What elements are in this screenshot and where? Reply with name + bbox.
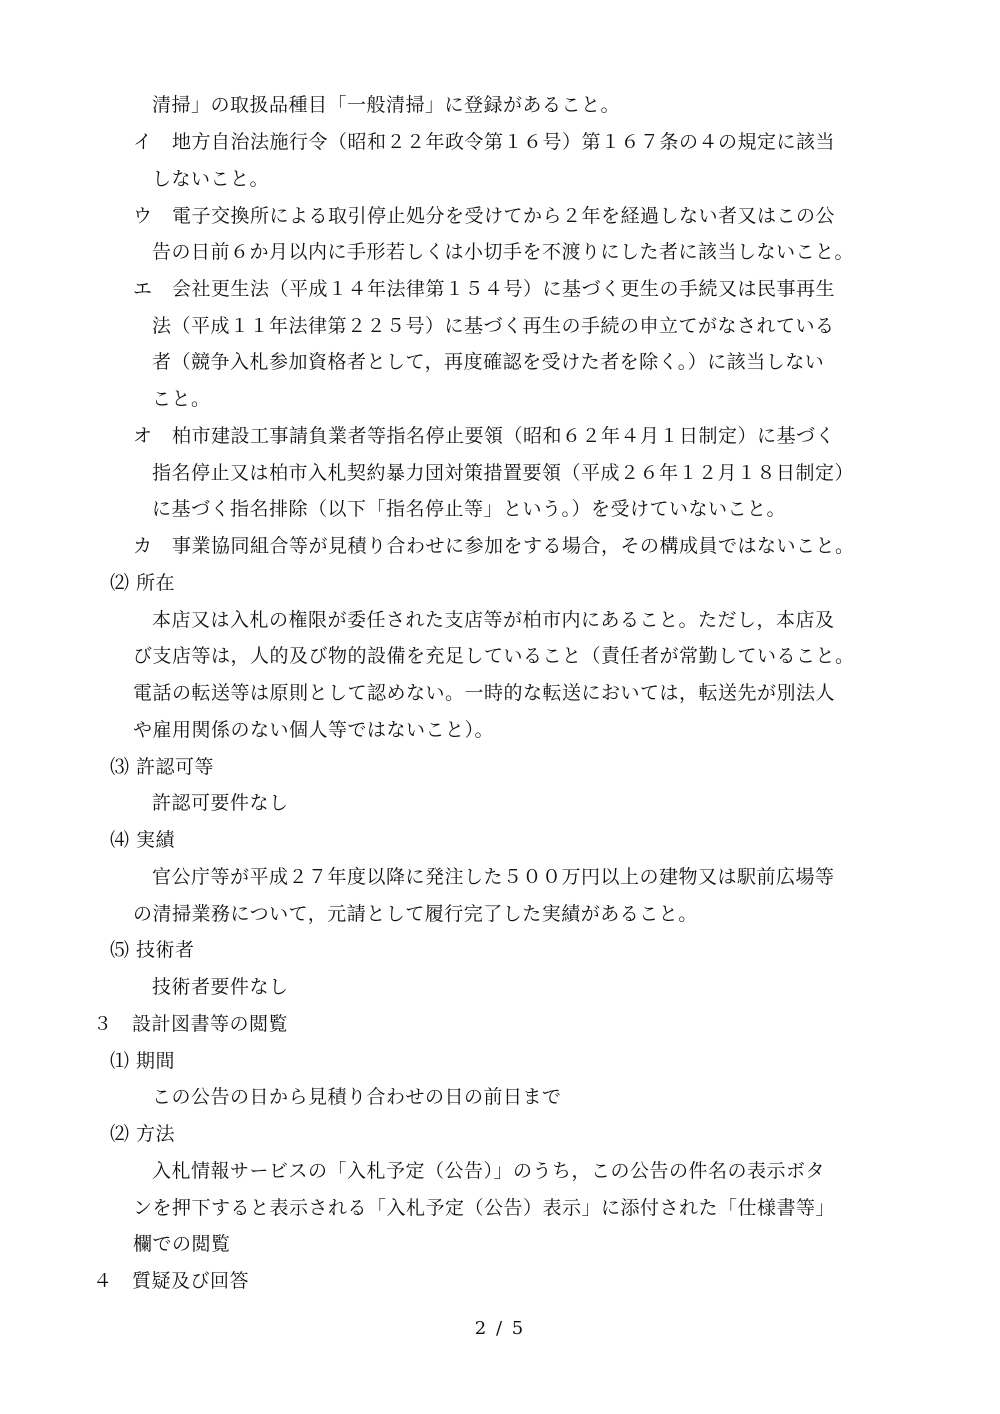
text-line: カ 事業協同組合等が見積り合わせに参加をする場合，その構成員ではないこと。: [133, 535, 855, 557]
text-line: オ 柏市建設工事請負業者等指名停止要領（昭和６２年４月１日制定）に基づく: [133, 425, 836, 447]
text-line: び支店等は，人的及び物的設備を充足していること（責任者が常勤していること。: [133, 645, 855, 667]
section-heading: ⑴ 期間: [110, 1050, 176, 1072]
section-heading: ⑵ 方法: [110, 1123, 176, 1145]
text-line: イ 地方自治法施行令（昭和２２年政令第１６号）第１６７条の４の規定に該当: [133, 131, 836, 153]
text-line: しないこと。: [152, 168, 270, 190]
section-heading: ⑶ 許認可等: [110, 756, 215, 778]
section-heading: ４ 質疑及び回答: [93, 1270, 250, 1292]
text-line: 技術者要件なし: [152, 976, 289, 998]
text-line: この公告の日から見積り合わせの日の前日まで: [152, 1086, 562, 1108]
section-heading: ⑵ 所在: [110, 572, 176, 594]
text-line: 告の日前６か月以内に手形若しくは小切手を不渡りにした者に該当しないこと。: [152, 241, 855, 263]
text-line: 指名停止又は柏市入札契約暴力団対策措置要領（平成２６年１２月１８日制定）: [152, 462, 855, 484]
text-line: の清掃業務について，元請として履行完了した実績があること。: [133, 903, 698, 925]
text-line: 者（競争入札参加資格者として，再度確認を受けた者を除く。）に該当しない: [152, 351, 825, 373]
text-line: 電話の転送等は原則として認めない。一時的な転送においては，転送先が別法人: [133, 682, 836, 704]
section-heading: ⑷ 実績: [110, 829, 176, 851]
text-line: 清掃」の取扱品種目「一般清掃」に登録があること。: [152, 94, 621, 116]
text-line: こと。: [152, 388, 211, 410]
text-line: 入札情報サービスの「入札予定（公告）」のうち，この公告の件名の表示ボタ: [152, 1160, 826, 1182]
text-line: ウ 電子交換所による取引停止処分を受けてから２年を経過しない者又はこの公: [133, 205, 836, 227]
text-line: や雇用関係のない個人等ではないこと）。: [133, 719, 495, 741]
text-line: 法（平成１１年法律第２２５号）に基づく再生の手続の申立てがなされている: [152, 315, 835, 337]
text-line: 許認可要件なし: [152, 792, 289, 814]
text-line: 官公庁等が平成２７年度以降に発注した５００万円以上の建物又は駅前広場等: [152, 866, 835, 888]
text-line: ンを押下すると表示される「入札予定（公告）表示」に添付された「仕様書等」: [133, 1197, 836, 1219]
section-heading: ３ 設計図書等の閲覧: [93, 1013, 289, 1035]
page-number: 2 / 5: [474, 1318, 526, 1339]
text-line: 欄での閲覧: [133, 1233, 231, 1255]
text-line: に基づく指名排除（以下「指名停止等」という。）を受けていないこと。: [152, 498, 787, 520]
text-line: 本店又は入札の権限が委任された支店等が柏市内にあること。ただし，本店及: [152, 609, 835, 631]
section-heading: ⑸ 技術者: [110, 939, 195, 961]
text-line: エ 会社更生法（平成１４年法律第１５４号）に基づく更生の手続又は民事再生: [133, 278, 836, 300]
